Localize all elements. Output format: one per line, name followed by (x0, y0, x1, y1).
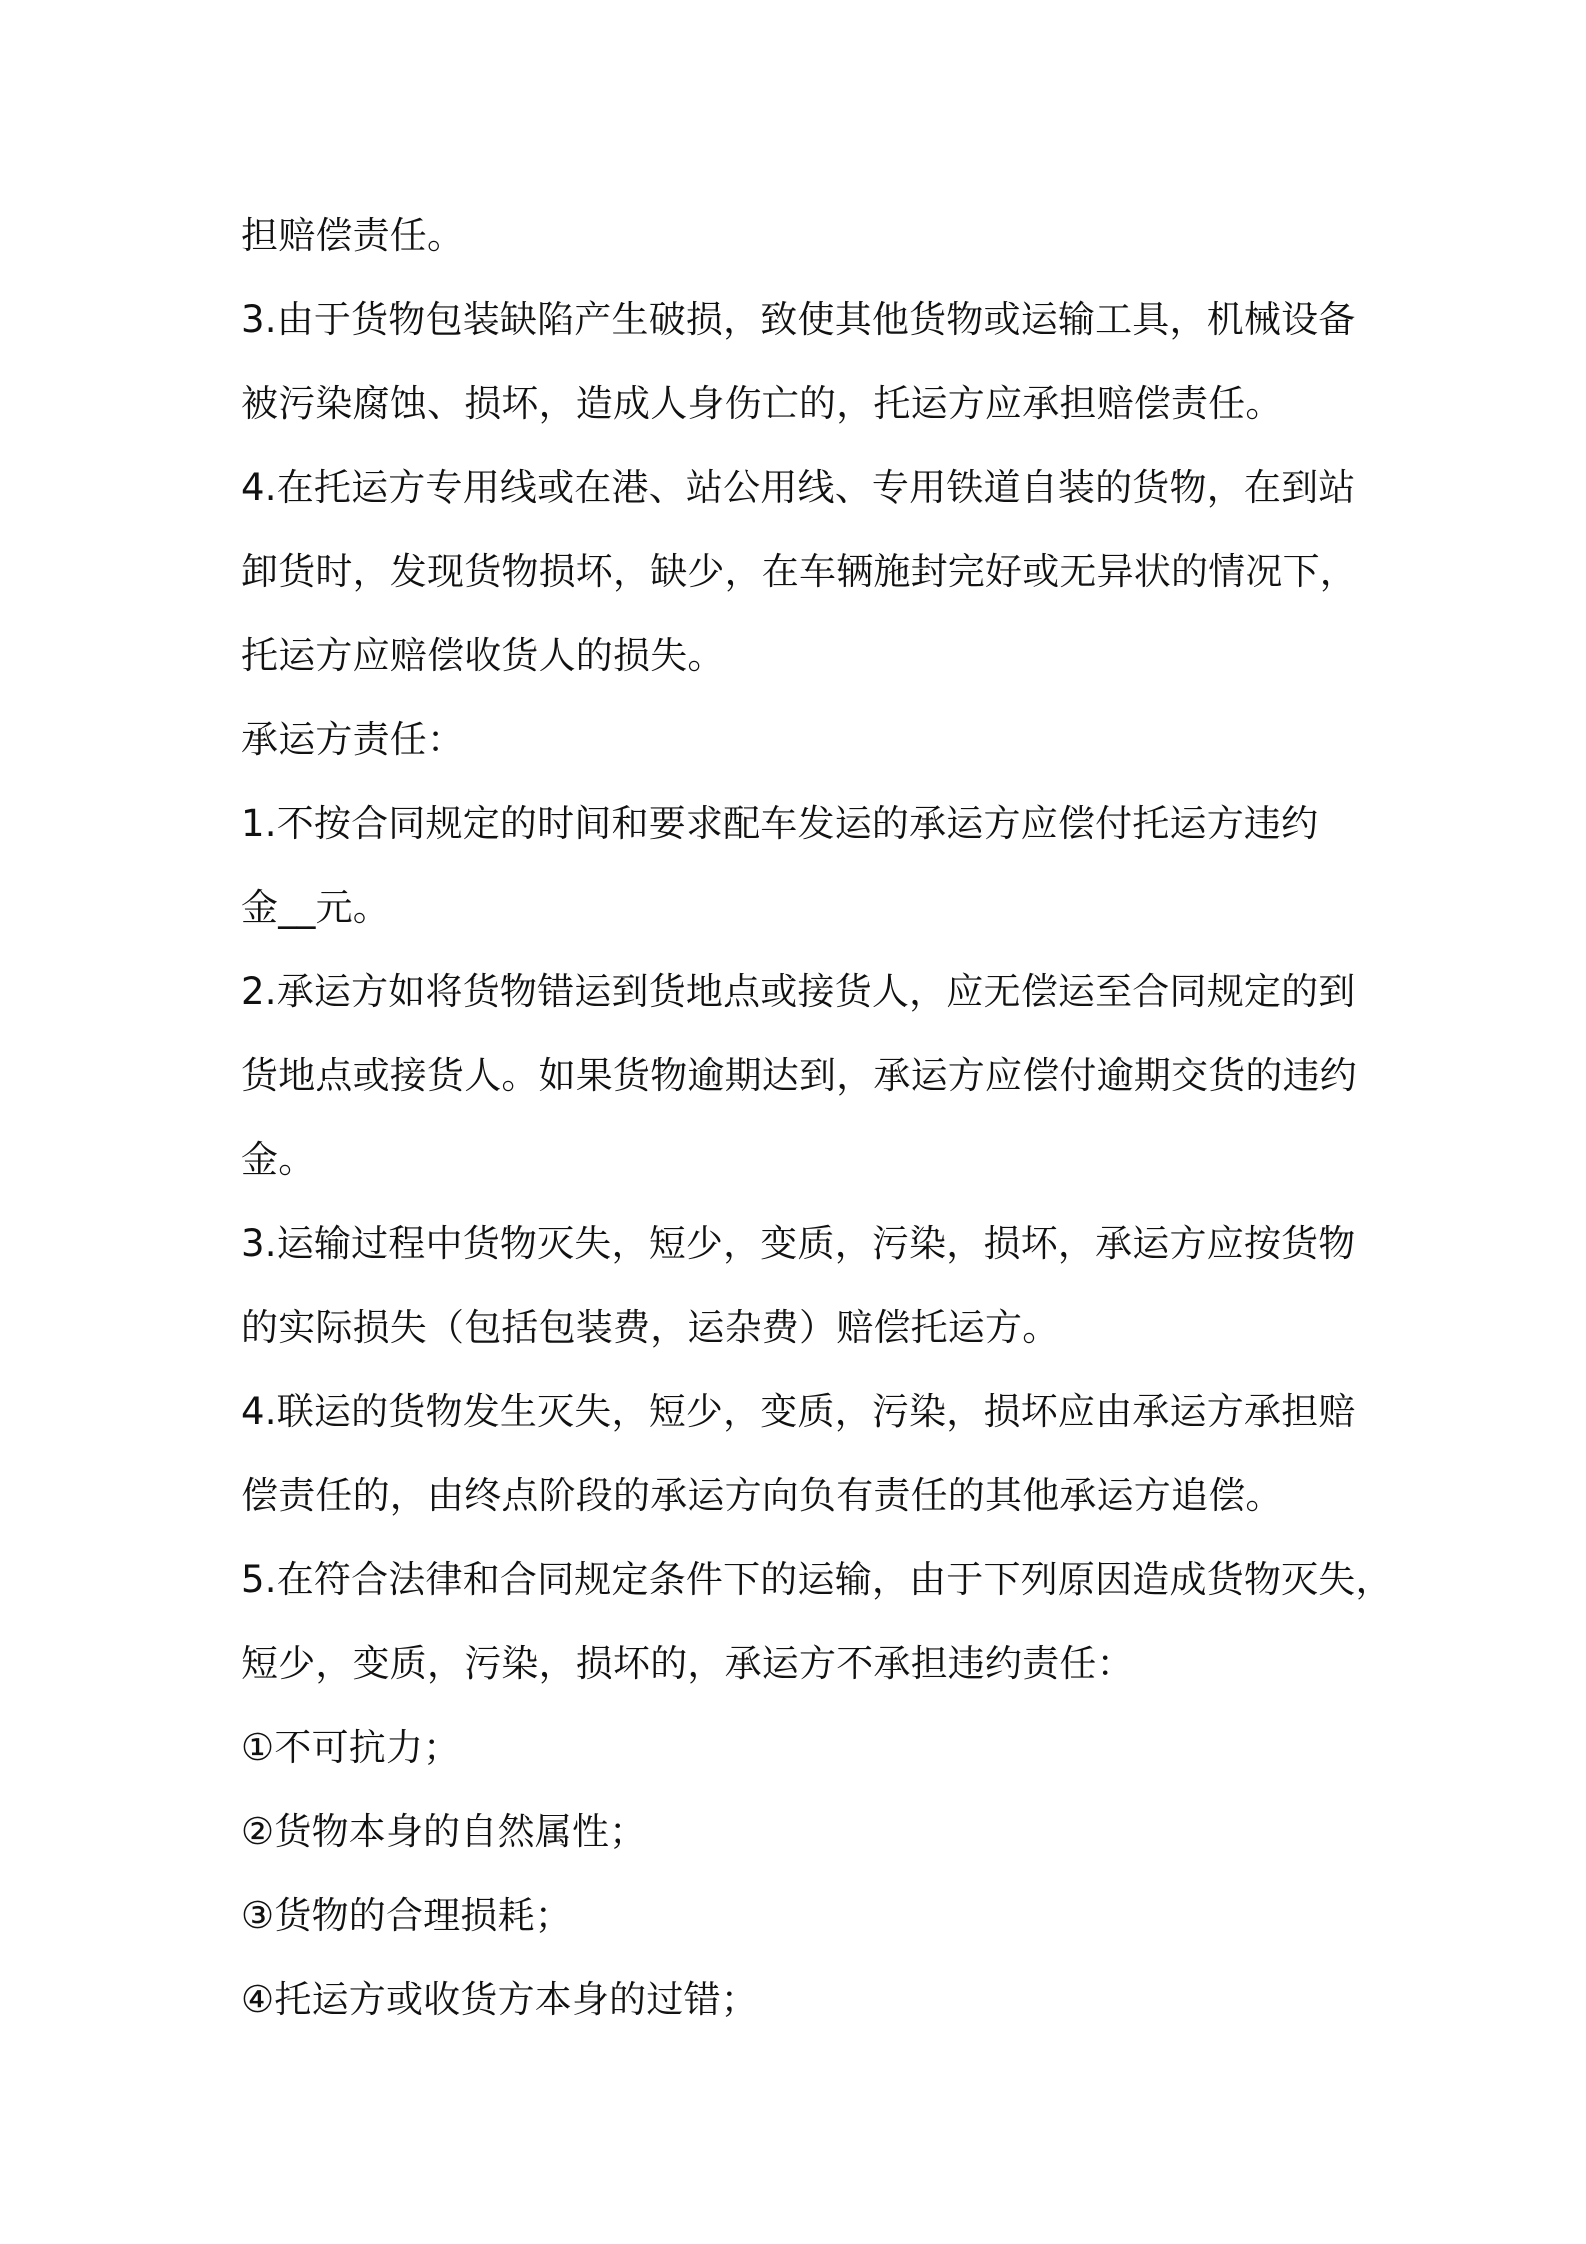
text-line: 被污染腐蚀、损坏，造成人身伤亡的，托运方应承担赔偿责任。 (241, 382, 1283, 425)
text-line: 金。 (241, 1138, 316, 1181)
section-heading: 承运方责任： (241, 718, 465, 761)
list-item: ①不可抗力； (241, 1726, 461, 1769)
list-item: ④托运方或收货方本身的过错； (241, 1978, 758, 2021)
text-line: 货地点或接货人。如果货物逾期达到，承运方应偿付逾期交货的违约 (241, 1054, 1357, 1097)
text-line: 2.承运方如将货物错运到货地点或接货人，应无偿运至合同规定的到 (241, 970, 1356, 1013)
text-line: 4.联运的货物发生灭失，短少，变质，污染，损坏应由承运方承担赔 (241, 1390, 1356, 1433)
text-line: 托运方应赔偿收货人的损失。 (241, 634, 725, 677)
text-line: 短少，变质，污染，损坏的，承运方不承担违约责任： (241, 1642, 1134, 1685)
list-item: ③货物的合理损耗； (241, 1894, 572, 1937)
text-line: 5.在符合法律和合同规定条件下的运输，由于下列原因造成货物灭失， (241, 1558, 1393, 1601)
text-line: 偿责任的，由终点阶段的承运方向负有责任的其他承运方追偿。 (241, 1474, 1283, 1517)
text-line: 3.运输过程中货物灭失，短少，变质，污染，损坏，承运方应按货物 (241, 1222, 1356, 1265)
text-line: 卸货时，发现货物损坏，缺少，在车辆施封完好或无异状的情况下， (241, 550, 1357, 593)
document-body (241, 194, 1393, 2042)
text-line: 的实际损失（包括包装费，运杂费）赔偿托运方。 (241, 1306, 1060, 1349)
text-line: 金__元。 (241, 886, 390, 929)
text-line: 4.在托运方专用线或在港、站公用线、专用铁道自装的货物，在到站 (241, 466, 1356, 509)
text-line: 1.不按合同规定的时间和要求配车发运的承运方应偿付托运方违约 (241, 802, 1319, 845)
text-line: 3.由于货物包装缺陷产生破损，致使其他货物或运输工具，机械设备 (241, 298, 1356, 341)
text-line: 担赔偿责任。 (241, 214, 465, 257)
list-item: ②货物本身的自然属性； (241, 1810, 647, 1853)
